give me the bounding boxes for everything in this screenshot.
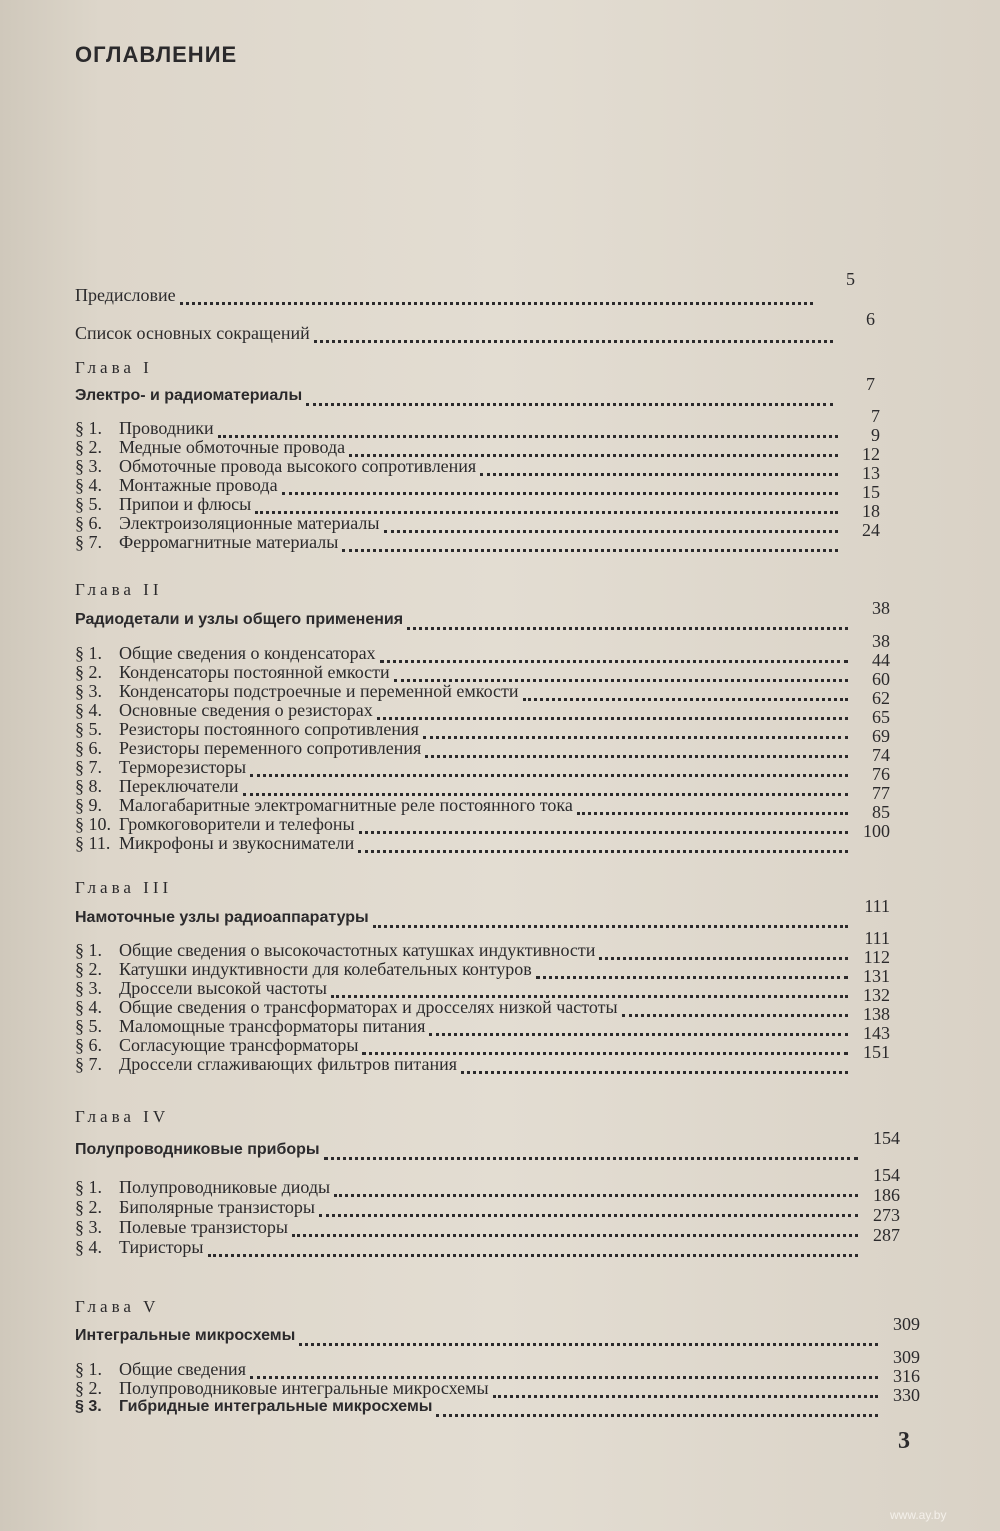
section-entry xyxy=(75,1165,900,1197)
section-title: Переключатели xyxy=(119,776,239,796)
section-title: Конденсаторы постоянной емкости xyxy=(119,662,390,682)
toc-entry-abbreviations xyxy=(75,309,875,343)
toc-page-number: 154 xyxy=(873,1165,900,1185)
section-number: § 6. xyxy=(75,1035,102,1055)
dot-leader xyxy=(180,288,813,305)
section-title: Проводники xyxy=(119,418,214,438)
toc-page-number: 24 xyxy=(862,520,880,540)
section-title: Резисторы переменного сопротивления xyxy=(119,738,422,758)
section-number: § 3. xyxy=(75,978,102,998)
dot-leader xyxy=(599,943,848,960)
section-title: Полевые транзисторы xyxy=(119,1217,288,1237)
dot-leader xyxy=(407,613,848,630)
section-number: § 2. xyxy=(75,959,102,979)
dot-leader xyxy=(423,722,848,739)
toc-page-number: 287 xyxy=(873,1225,900,1245)
toc-page-number: 9 xyxy=(871,425,880,445)
dot-leader xyxy=(577,798,848,815)
chapter-label: Глава V xyxy=(75,1297,160,1316)
dot-leader xyxy=(319,1200,858,1217)
chapter-title xyxy=(75,1314,920,1346)
toc-page-number: 138 xyxy=(863,1004,890,1024)
section-number: § 7. xyxy=(75,1054,102,1074)
dot-leader xyxy=(299,1329,878,1346)
toc-entry-label: Список основных сокращений xyxy=(75,323,310,343)
chapter-label: Глава I xyxy=(75,358,153,377)
toc-page-number: 74 xyxy=(872,745,890,765)
toc-page-number: 44 xyxy=(872,650,890,670)
section-number: § 2. xyxy=(75,1197,102,1217)
watermark: www.ay.by xyxy=(890,1508,947,1522)
section-title: Микрофоны и звукосниматели xyxy=(119,833,355,853)
page-number: 3 xyxy=(898,1428,910,1454)
chapter-title-text: Электро- и радиоматериалы xyxy=(75,387,303,404)
toc-page-number: 6 xyxy=(866,309,875,329)
section-title: Обмоточные провода высокого сопротивления xyxy=(119,456,477,476)
section-title: Маломощные трансформаторы питания xyxy=(119,1016,426,1036)
section-title: Тиристоры xyxy=(119,1237,204,1257)
chapter-title-text: Намоточные узлы радиоаппаратуры xyxy=(75,909,369,926)
chapter-title-text: Полупроводниковые приборы xyxy=(75,1141,320,1158)
section-number: § 4. xyxy=(75,475,102,495)
dot-leader xyxy=(255,497,838,514)
section-number: § 5. xyxy=(75,1016,102,1036)
section-entry xyxy=(75,406,880,438)
section-number: § 5. xyxy=(75,719,102,739)
section-title: Согласующие трансформаторы xyxy=(119,1035,359,1055)
section-number: § 9. xyxy=(75,795,102,815)
section-number: § 10. xyxy=(75,814,111,834)
dot-leader xyxy=(429,1019,848,1036)
toc-page-number: 69 xyxy=(872,726,890,746)
dot-leader xyxy=(394,665,848,682)
section-number: § 2. xyxy=(75,1378,102,1398)
dot-leader xyxy=(342,535,838,552)
chapter-label: Глава III xyxy=(75,878,173,897)
chapter-label: Глава IV xyxy=(75,1107,170,1126)
section-number: § 1. xyxy=(75,1359,102,1379)
chapter-title xyxy=(75,896,890,928)
section-number: § 1. xyxy=(75,1177,102,1197)
toc-page-number: 76 xyxy=(872,764,890,784)
section-title: Конденсаторы подстроечные и переменной емкости xyxy=(119,681,519,701)
section-number: § 3. xyxy=(75,1398,102,1415)
toc-page-number: 154 xyxy=(873,1128,900,1148)
dot-leader xyxy=(349,440,838,457)
section-title: Катушки индуктивности для колебательных контуров xyxy=(119,959,532,979)
chapter-title xyxy=(75,598,890,630)
toc-page-number: 309 xyxy=(893,1314,920,1334)
dot-leader xyxy=(358,836,848,853)
section-number: § 6. xyxy=(75,513,102,533)
section-title: Гибридные интегральные микросхемы xyxy=(119,1398,433,1415)
dot-leader xyxy=(523,684,848,701)
section-title: Биполярные транзисторы xyxy=(119,1197,316,1217)
section-title: Ферромагнитные материалы xyxy=(119,532,339,552)
section-title: Громкоговорители и телефоны xyxy=(119,814,355,834)
toc-page-number: 62 xyxy=(872,688,890,708)
section-title: Малогабаритные электромагнитные реле постоянного тока xyxy=(119,795,573,815)
dot-leader xyxy=(306,389,833,406)
section-title: Дроссели высокой частоты xyxy=(119,978,327,998)
toc-page-number: 60 xyxy=(872,669,890,689)
section-number: § 4. xyxy=(75,700,102,720)
section-entry xyxy=(75,1347,920,1379)
section-title: Полупроводниковые интегральные микросхемы xyxy=(119,1378,489,1398)
chapter-title-text: Интегральные микросхемы xyxy=(75,1327,296,1344)
dot-leader xyxy=(208,1240,858,1257)
dot-leader xyxy=(536,962,848,979)
toc-page-number: 132 xyxy=(863,985,890,1005)
toc-page-number: 65 xyxy=(872,707,890,727)
dot-leader xyxy=(380,646,848,663)
dot-leader xyxy=(324,1143,858,1160)
toc-page-number: 111 xyxy=(864,896,890,916)
dot-leader xyxy=(250,1362,878,1379)
section-title: Электроизоляционные материалы xyxy=(119,513,380,533)
section-title: Общие сведения о конденсаторах xyxy=(119,643,376,663)
toc-page-number: 316 xyxy=(893,1366,920,1386)
dot-leader xyxy=(334,1180,858,1197)
section-number: § 6. xyxy=(75,738,102,758)
dot-leader xyxy=(292,1220,858,1237)
dot-leader xyxy=(362,1038,848,1055)
toc-page-number: 7 xyxy=(866,374,875,394)
section-title: Монтажные провода xyxy=(119,475,278,495)
section-number: § 4. xyxy=(75,997,102,1017)
page-title: ОГЛАВЛЕНИЕ xyxy=(75,42,238,67)
section-number: § 2. xyxy=(75,662,102,682)
toc-page-number: 100 xyxy=(863,821,890,841)
dot-leader xyxy=(436,1400,878,1417)
dot-leader xyxy=(282,478,838,495)
section-number: § 7. xyxy=(75,532,102,552)
toc-page-number: 13 xyxy=(862,463,880,483)
dot-leader xyxy=(493,1381,878,1398)
section-title: Припои и флюсы xyxy=(119,494,252,514)
chapter-title xyxy=(75,1128,900,1160)
toc-page-number: 5 xyxy=(846,269,855,289)
section-title: Основные сведения о резисторах xyxy=(119,700,373,720)
chapter-title-text: Радиодетали и узлы общего применения xyxy=(75,611,404,628)
toc-page-number: 112 xyxy=(863,947,890,967)
section-number: § 7. xyxy=(75,757,102,777)
dot-leader xyxy=(384,516,839,533)
toc-page-number: 38 xyxy=(872,598,890,618)
dot-leader xyxy=(359,817,848,834)
dot-leader xyxy=(314,326,833,343)
toc-page-number: 186 xyxy=(873,1185,900,1205)
section-title: Общие сведения о высокочастотных катушках индуктивности xyxy=(119,940,596,960)
dot-leader xyxy=(622,1000,848,1017)
section-title: Общие сведения xyxy=(119,1359,246,1379)
section-number: § 3. xyxy=(75,456,102,476)
toc-entry-preface xyxy=(75,269,855,305)
dot-leader xyxy=(373,911,848,928)
toc-page-number: 309 xyxy=(893,1347,920,1367)
toc-page-number: 131 xyxy=(863,966,890,986)
toc-page-number: 77 xyxy=(872,783,890,803)
section-number: § 4. xyxy=(75,1237,102,1257)
section-number: § 1. xyxy=(75,643,102,663)
toc-page-number: 111 xyxy=(864,928,890,948)
dot-leader xyxy=(250,760,848,777)
section-number: § 5. xyxy=(75,494,102,514)
dot-leader xyxy=(243,779,848,796)
section-entry xyxy=(75,928,890,960)
section-number: § 11. xyxy=(75,833,111,853)
dot-leader xyxy=(461,1057,848,1074)
section-title: Дроссели сглаживающих фильтров питания xyxy=(119,1054,457,1074)
toc-page-number: 12 xyxy=(862,444,880,464)
toc-entry-label: Предисловие xyxy=(75,285,176,305)
dot-leader xyxy=(480,459,838,476)
section-number: § 3. xyxy=(75,681,102,701)
toc-page-number: 143 xyxy=(863,1023,890,1043)
chapter-label: Глава II xyxy=(75,580,163,599)
section-number: § 2. xyxy=(75,437,102,457)
section-entry xyxy=(75,631,890,663)
toc-page-number: 18 xyxy=(862,501,880,521)
section-title: Общие сведения о трансформаторах и дросселях низкой частоты xyxy=(119,997,618,1017)
dot-leader xyxy=(331,981,848,998)
dot-leader xyxy=(218,421,838,438)
toc-page-number: 38 xyxy=(872,631,890,651)
section-title: Полупроводниковые диоды xyxy=(119,1177,331,1197)
section-title: Терморезисторы xyxy=(119,757,247,777)
section-number: § 1. xyxy=(75,418,102,438)
toc-page-number: 273 xyxy=(873,1205,900,1225)
section-number: § 8. xyxy=(75,776,102,796)
section-number: § 1. xyxy=(75,940,102,960)
toc-page-number: 7 xyxy=(871,406,880,426)
section-title: Медные обмоточные провода xyxy=(119,437,346,457)
toc-page-number: 85 xyxy=(872,802,890,822)
chapter-title xyxy=(75,374,875,406)
section-title: Резисторы постоянного сопротивления xyxy=(119,719,419,739)
toc-page-number: 330 xyxy=(893,1385,920,1405)
dot-leader xyxy=(377,703,848,720)
toc-page-number: 151 xyxy=(863,1042,890,1062)
toc-page-number: 15 xyxy=(862,482,880,502)
dot-leader xyxy=(425,741,848,758)
section-number: § 3. xyxy=(75,1217,102,1237)
